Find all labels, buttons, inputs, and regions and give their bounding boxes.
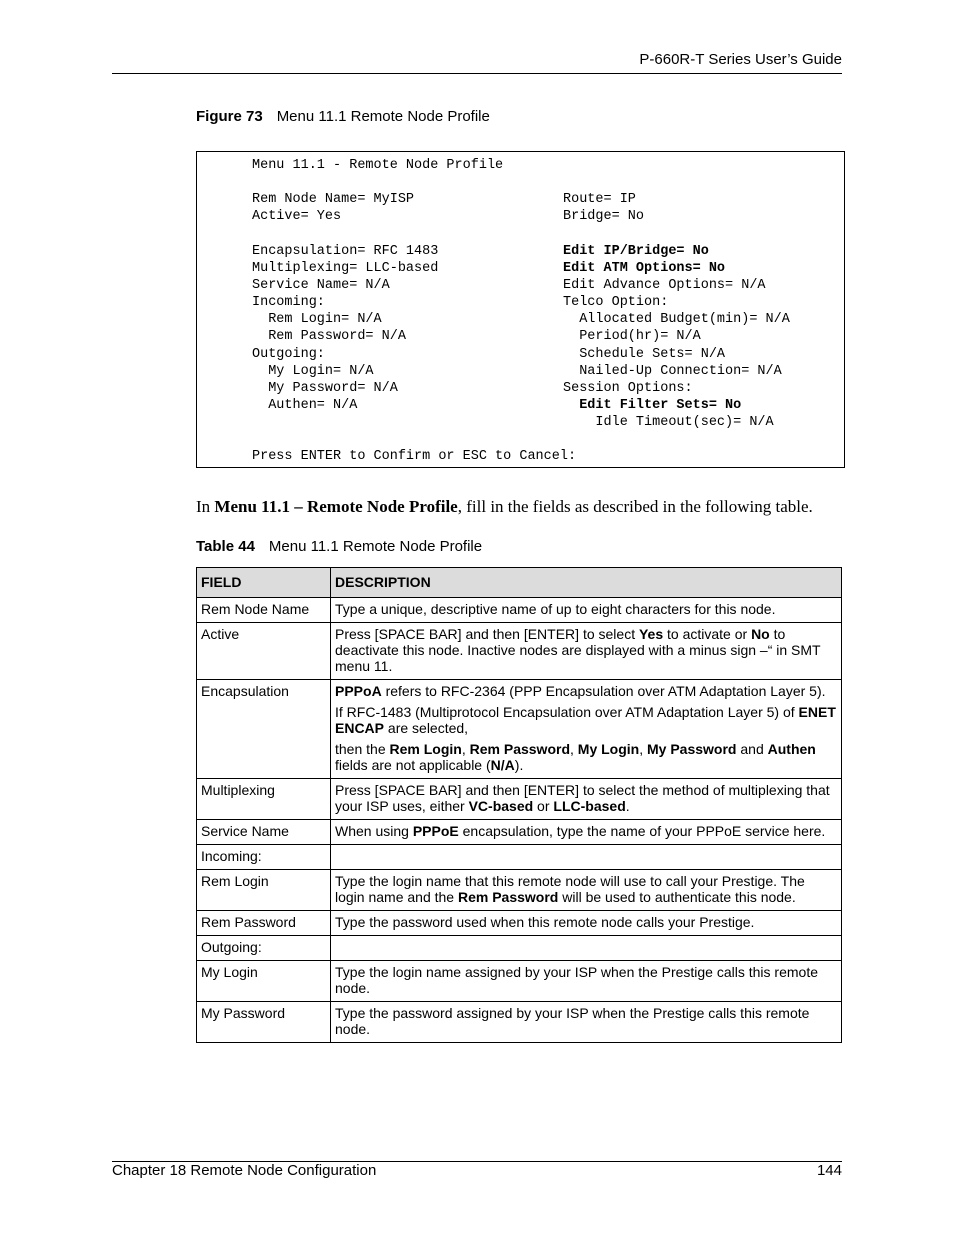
figure-caption <box>196 108 490 125</box>
text: then the <box>335 741 390 757</box>
text: will be used to authenticate this node. <box>558 889 796 905</box>
description-cell <box>331 820 842 845</box>
text-bold: No <box>751 626 770 642</box>
text-bold: Yes <box>638 626 664 642</box>
intro-suffix: , fill in the fields as described in the following table. <box>457 497 813 516</box>
field-cell: Active <box>197 623 331 680</box>
intro-menu: Menu 11.1 – Remote Node Profile <box>214 497 458 516</box>
table-caption <box>196 538 482 555</box>
description-cell: Type a unique, descriptive name of up to eight characters for this node. <box>331 598 842 623</box>
text-bold: Rem Password <box>469 741 570 757</box>
smt-edit-atm-options: Edit ATM Options= No <box>563 261 726 276</box>
text-bold: Rem Login <box>389 741 462 757</box>
field-cell: Rem Password <box>197 911 331 936</box>
field-cell: Rem Node Name <box>197 598 331 623</box>
page-number: 144 <box>816 1162 842 1179</box>
text: , <box>639 741 647 757</box>
field-cell: Service Name <box>197 820 331 845</box>
smt-idle-timeout: Idle Timeout(sec)= N/A <box>563 415 774 430</box>
text: Press [SPACE BAR] and then [ENTER] to select <box>335 626 639 642</box>
smt-multiplexing: Multiplexing= LLC-based <box>252 261 439 276</box>
table-row <box>197 911 842 936</box>
header-description: DESCRIPTION <box>331 568 842 598</box>
desc-para <box>335 704 837 736</box>
table-row <box>197 680 842 779</box>
text: fields are not applicable ( <box>335 757 491 773</box>
field-cell: My Password <box>197 1002 331 1043</box>
smt-route: Route= IP <box>563 192 636 207</box>
smt-encapsulation: Encapsulation= RFC 1483 <box>252 244 439 259</box>
description-cell <box>331 936 842 961</box>
description-cell: Type the password assigned by your ISP when the Prestige calls this remote node. <box>331 1002 842 1043</box>
header-field: FIELD <box>197 568 331 598</box>
table-row <box>197 820 842 845</box>
field-cell: Rem Login <box>197 870 331 911</box>
footer-chapter: Chapter 18 Remote Node Configuration <box>112 1162 377 1179</box>
text: Type the login name that this remote node will use to call your Prestige. The login name and the <box>335 873 805 905</box>
smt-bridge: Bridge= No <box>563 209 645 224</box>
table-row <box>197 870 842 911</box>
field-description-table <box>196 567 842 1043</box>
description-cell <box>331 680 842 779</box>
smt-period: Period(hr)= N/A <box>563 329 701 344</box>
text-bold: Authen <box>767 741 816 757</box>
figure-label: Figure 73 <box>196 108 263 125</box>
figure-title: Menu 11.1 Remote Node Profile <box>276 108 490 125</box>
smt-authen: Authen= N/A <box>252 398 358 413</box>
table-row <box>197 779 842 820</box>
text: refers to RFC-2364 (PPP Encapsulation over ATM Adaptation Layer 5). <box>381 683 826 699</box>
smt-menu-title: Menu 11.1 - Remote Node Profile <box>252 158 504 173</box>
smt-screen <box>196 151 845 468</box>
table-row <box>197 961 842 1002</box>
smt-service-name: Service Name= N/A <box>252 278 390 293</box>
smt-nailed-up: Nailed-Up Connection= N/A <box>563 364 782 379</box>
smt-outgoing: Outgoing: <box>252 347 325 362</box>
text: , <box>461 741 470 757</box>
text: . <box>625 798 630 814</box>
running-header: P-660R-T Series User’s Guide <box>639 51 842 68</box>
text-bold: My Login <box>577 741 640 757</box>
smt-rem-node-name: Rem Node Name= MyISP <box>252 192 415 207</box>
smt-edit-advance-options: Edit Advance Options= N/A <box>563 278 766 293</box>
smt-session-options: Session Options: <box>563 381 693 396</box>
text: ). <box>514 757 524 773</box>
smt-prompt: Press ENTER to Confirm or ESC to Cancel: <box>252 449 577 464</box>
smt-allocated-budget: Allocated Budget(min)= N/A <box>563 312 790 327</box>
text-bold: N/A <box>490 757 515 773</box>
table-header-row <box>197 568 842 598</box>
smt-rem-login: Rem Login= N/A <box>252 312 382 327</box>
text: are selected, <box>384 720 469 736</box>
field-cell: Encapsulation <box>197 680 331 779</box>
text-bold: VC-based <box>468 798 534 814</box>
smt-telco-option: Telco Option: <box>563 295 669 310</box>
header-rule <box>112 73 842 74</box>
text: When using <box>335 823 413 839</box>
text-bold: Rem Password <box>457 889 559 905</box>
table-row <box>197 936 842 961</box>
table-label: Table 44 <box>196 538 255 555</box>
field-cell: My Login <box>197 961 331 1002</box>
smt-edit-ip-bridge: Edit IP/Bridge= No <box>563 244 709 259</box>
smt-schedule-sets: Schedule Sets= N/A <box>563 347 726 362</box>
field-cell: Multiplexing <box>197 779 331 820</box>
field-cell: Outgoing: <box>197 936 331 961</box>
table-row <box>197 598 842 623</box>
text: encapsulation, type the name of your PPPoE service here. <box>458 823 826 839</box>
smt-edit-filter-sets: Edit Filter Sets= No <box>563 398 742 413</box>
text-bold: LLC-based <box>553 798 626 814</box>
description-cell <box>331 845 842 870</box>
smt-active: Active= Yes <box>252 209 342 224</box>
text: , <box>570 741 578 757</box>
text: If RFC-1483 (Multiprotocol Encapsulation over ATM Adaptation Layer 5) of <box>335 704 799 720</box>
field-cell: Incoming: <box>197 845 331 870</box>
smt-incoming: Incoming: <box>252 295 325 310</box>
text-bold: PPPoA <box>335 683 382 699</box>
description-cell <box>331 623 842 680</box>
smt-my-login: My Login= N/A <box>252 364 374 379</box>
description-cell <box>331 779 842 820</box>
table-row <box>197 1002 842 1043</box>
table-row <box>197 845 842 870</box>
description-cell <box>331 870 842 911</box>
text-bold: ENET ENCAP <box>335 704 836 736</box>
text: to deactivate this node. Inactive nodes are displayed with a minus sign –“ in SMT menu 11. <box>335 626 821 674</box>
description-cell: Type the login name assigned by your ISP when the Prestige calls this remote node. <box>331 961 842 1002</box>
text: to activate or <box>663 626 752 642</box>
desc-para <box>335 683 837 699</box>
intro-prefix: In <box>196 497 215 516</box>
table-title: Menu 11.1 Remote Node Profile <box>268 538 483 555</box>
table-row <box>197 623 842 680</box>
text-bold: My Password <box>647 741 737 757</box>
intro-paragraph <box>196 497 813 517</box>
text: and <box>736 741 768 757</box>
text: Press [SPACE BAR] and then [ENTER] to select the method of multiplexing that your ISP uses, either <box>335 782 830 814</box>
text: or <box>533 798 554 814</box>
smt-rem-password: Rem Password= N/A <box>252 329 406 344</box>
description-cell: Type the password used when this remote node calls your Prestige. <box>331 911 842 936</box>
text-bold: PPPoE <box>412 823 459 839</box>
smt-my-password: My Password= N/A <box>252 381 398 396</box>
desc-para <box>335 741 837 773</box>
